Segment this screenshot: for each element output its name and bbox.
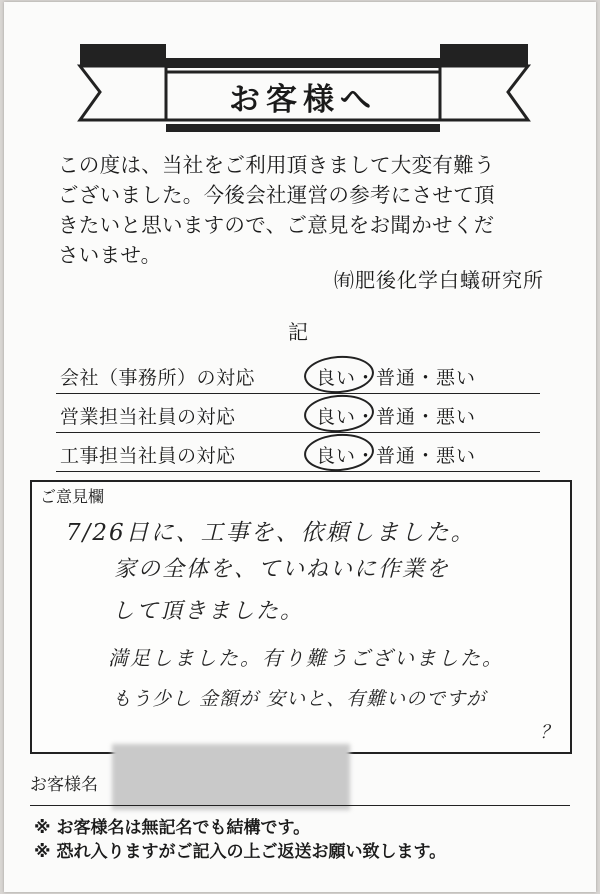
customer-name-underline (30, 805, 570, 806)
rating-label: 会社（事務所）の対応 (60, 367, 256, 389)
footnote: ※ 恐れ入りますがご記入の上ご返送お願い致します。 (34, 842, 447, 862)
handwritten-line: 7/26日に、工事を、依頼しました。 (66, 520, 476, 546)
rating-options[interactable]: 良い・普通・悪い (316, 406, 477, 428)
handwritten-line: 満足しました。有り難うございました。 (108, 646, 504, 670)
rating-row (56, 433, 540, 472)
handwritten-line: ？ (540, 722, 560, 743)
handwritten-line: もう少し 金額が 安いと、有難いのですが (112, 688, 487, 710)
intro-line: きたいと思いますので、ご意見をお聞かせくだ (58, 213, 495, 237)
rating-label: 営業担当社員の対応 (60, 406, 236, 428)
company-name: ㈲肥後化学白蟻研究所 (334, 268, 544, 292)
page-title: お客様へ (229, 81, 377, 118)
intro-line: ございました。今後会社運営の参考にさせて頂 (58, 183, 495, 207)
rating-row (56, 355, 540, 394)
intro-text (58, 150, 548, 270)
footnote: ※ お客様名は無記名でも結構です。 (34, 818, 311, 838)
comment-box[interactable] (30, 480, 572, 754)
handwritten-line: して頂きました。 (112, 599, 305, 624)
rating-options[interactable]: 良い・普通・悪い (316, 367, 477, 389)
intro-line: さいませ。 (58, 243, 162, 267)
footnotes (34, 816, 446, 864)
handwritten-line: 家の全体を、ていねいに作業を (114, 557, 451, 582)
customer-name-redacted (112, 744, 350, 810)
ki-heading: 記 (288, 320, 308, 344)
rating-options[interactable]: 良い・普通・悪い (316, 445, 477, 467)
rating-row (56, 394, 540, 433)
rating-label: 工事担当社員の対応 (60, 445, 236, 467)
comment-header: ご意見欄 (40, 487, 105, 506)
customer-name-label: お客様名 (30, 775, 98, 795)
ratings-table (56, 355, 540, 472)
intro-line: この度は、当社をご利用頂きまして大変有難う (58, 153, 495, 177)
